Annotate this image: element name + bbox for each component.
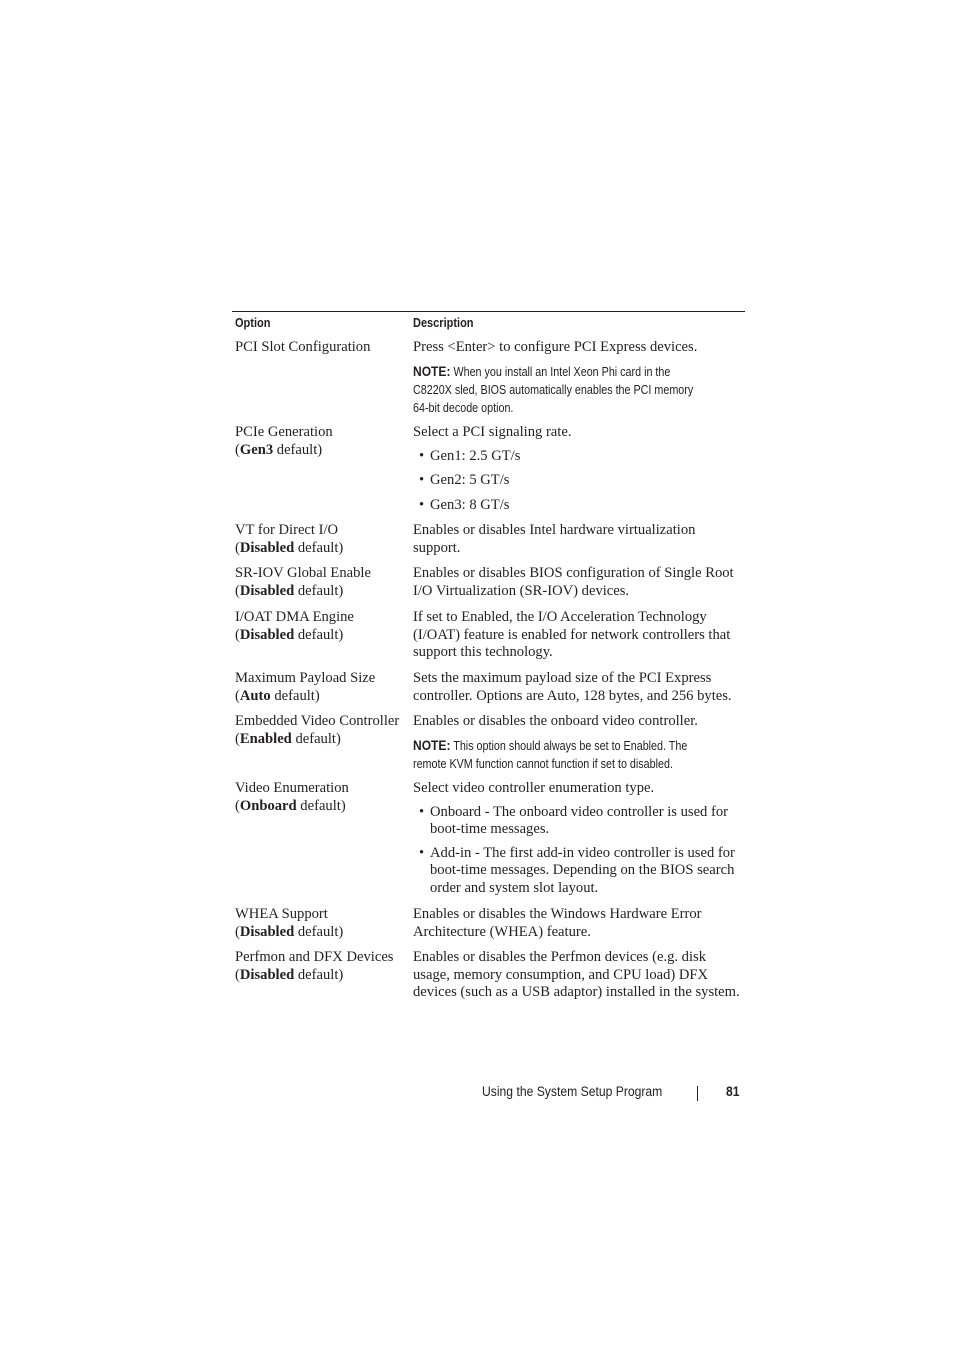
description-text: Select a PCI signaling rate. [413,424,572,440]
note-label: NOTE: [413,362,451,379]
default-value: Auto [239,687,271,704]
table-row [232,906,745,949]
bullet-icon: • [419,803,425,820]
table-row [232,949,745,1009]
list-item: • Add-in - The first add-in video controller is used for boot-time messages. Depending on the BIOS search order and system slot layout. [419,844,735,896]
bullet-icon: • [419,844,425,861]
default-value: Disabled [239,539,295,556]
description-text: If set to Enabled, the I/O Acceleration Technology (I/OAT) feature is enabled for network controllers that support this technology. [413,609,731,661]
bullet-icon: • [419,496,425,513]
option-name: Maximum Payload Size (Auto default) [235,670,376,704]
description-text: Press <Enter> to configure PCI Express devices. [413,339,698,355]
default-value: Disabled [239,626,295,643]
page-number: 81 [726,1084,740,1099]
default-value: Gen3 [239,441,274,458]
table-row [232,778,745,906]
options-table [232,311,745,1009]
footer-divider [697,1086,698,1101]
table-row [232,563,745,607]
bullet-icon: • [419,472,425,489]
note-label: NOTE: [413,736,451,753]
option-name: VT for Direct I/O (Disabled default) [235,522,344,556]
table-row [232,520,745,563]
option-name: Embedded Video Controller (Enabled default) [235,713,400,747]
option-name: PCI Slot Configuration [235,339,371,355]
footer-section-title: Using the System Setup Program [482,1084,663,1099]
option-name: PCIe Generation (Gen3 default) [235,424,333,458]
option-name: Perfmon and DFX Devices (Disabled default) [235,949,394,983]
table-row [232,711,745,778]
default-value: Onboard [239,797,297,814]
default-value: Enabled [239,730,292,747]
description-column-header: Description [413,316,474,330]
description-text: Select video controller enumeration type. [413,780,655,796]
description-text: Sets the maximum payload size of the PCI Express controller. Options are Auto, 128 bytes, and 256 bytes. [413,670,732,704]
bullet-icon: • [419,447,425,464]
default-value: Disabled [239,966,295,983]
description-text: Enables or disables the Perfmon devices (e.g. disk usage, memory consumption, and CPU load) DFX devices (such as a USB adaptor) installed in the system. [413,949,740,1001]
list-item: • Gen3: 8 GT/s [419,496,510,513]
option-name: WHEA Support (Disabled default) [235,906,344,940]
note-block: NOTE: When you install an Intel Xeon Phi card in the C8220X sled, BIOS automatically enables the PCI memory 64-bit decode option. [413,362,694,415]
default-value: Disabled [239,582,295,599]
description-text: Enables or disables the onboard video controller. [413,713,698,729]
table-row [232,668,745,711]
table-row [232,338,745,422]
list-item: • Onboard - The onboard video controller is used for boot-time messages. [419,803,729,838]
option-column-header: Option [235,316,271,330]
list-item: • Gen2: 5 GT/s [419,472,510,489]
option-name: I/OAT DMA Engine (Disabled default) [235,609,354,643]
default-value: Disabled [239,923,295,940]
list-item: • Gen1: 2.5 GT/s [419,447,521,464]
option-name: Video Enumeration (Onboard default) [235,780,349,814]
description-text: Enables or disables the Windows Hardware Error Architecture (WHEA) feature. [413,906,702,940]
table-row [232,422,745,520]
table-row [232,607,745,668]
note-block: NOTE: This option should always be set to Enabled. The remote KVM function cannot function if set to disabled. [413,736,688,771]
option-name: SR-IOV Global Enable (Disabled default) [235,565,371,599]
description-text: Enables or disables Intel hardware virtualization support. [413,522,696,556]
description-text: Enables or disables BIOS configuration of Single Root I/O Virtualization (SR-IOV) devices. [413,565,734,599]
table-header [232,312,745,338]
